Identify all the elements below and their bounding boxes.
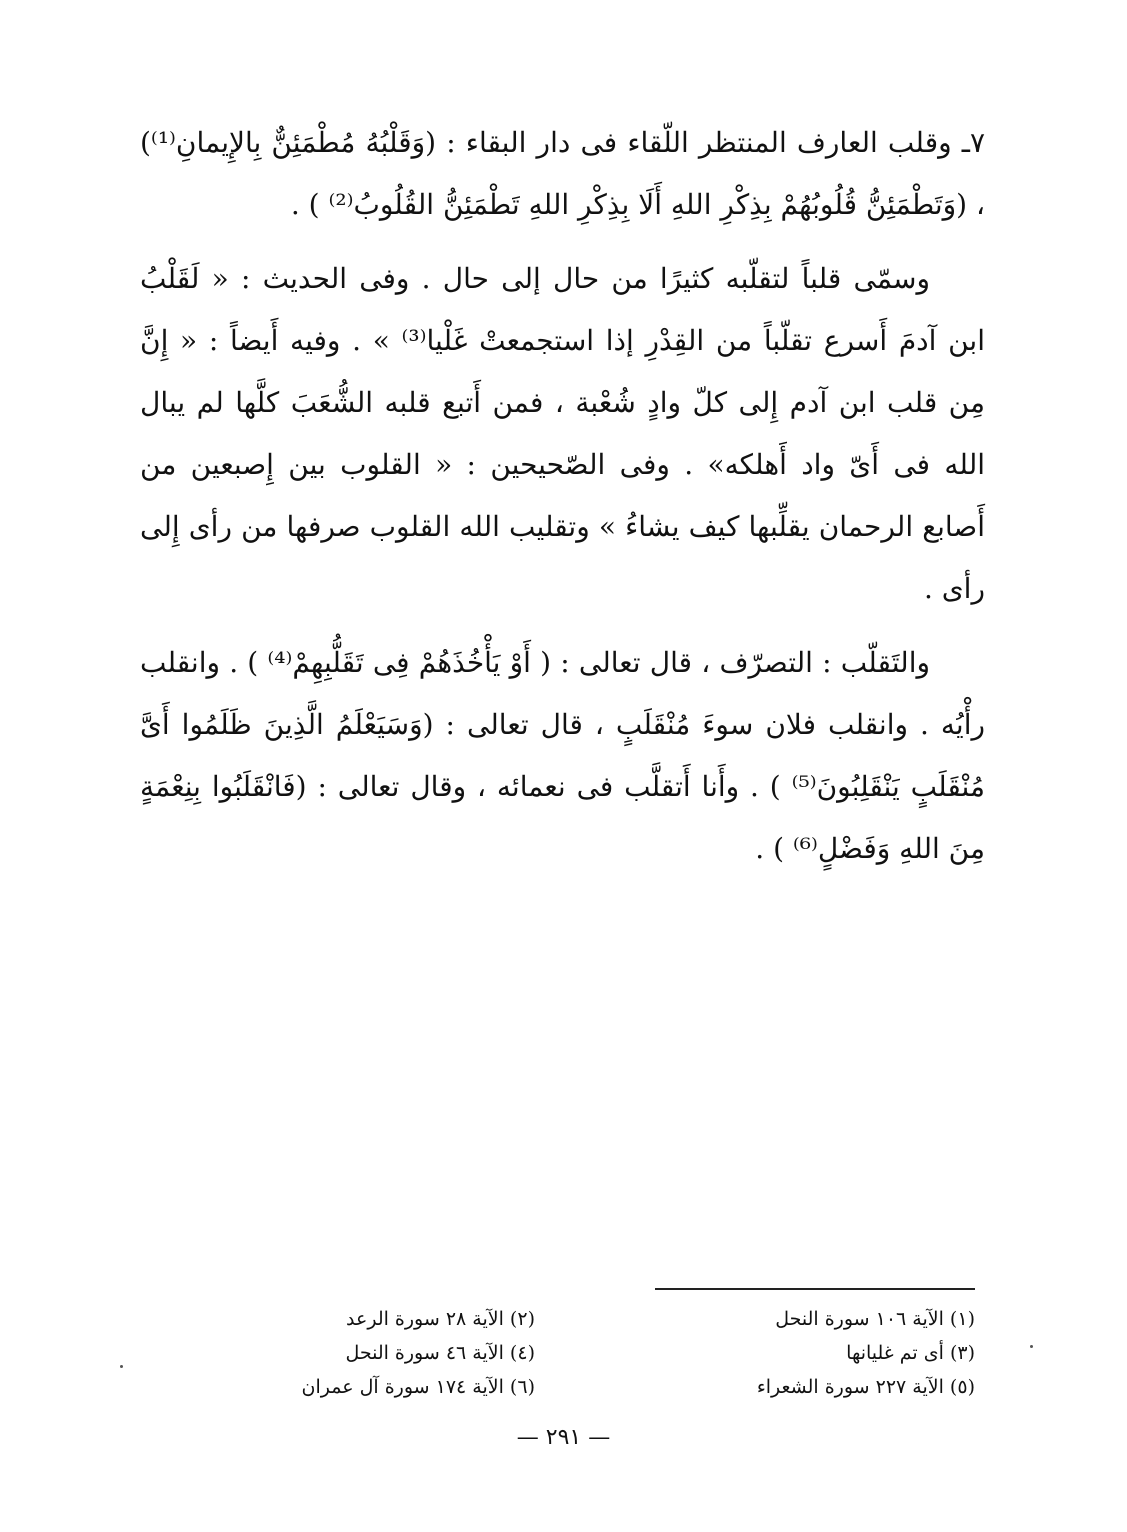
scan-speck bbox=[120, 1365, 123, 1368]
footnote-4: (٤) الآية ٤٦ سورة النحل bbox=[345, 1342, 535, 1364]
footnote-3: (٣) أى تم غليانها bbox=[846, 1342, 975, 1364]
footnotes-left-column bbox=[205, 1302, 535, 1404]
scan-speck bbox=[1030, 1345, 1033, 1348]
paragraph-1: ٧ـ وقلب العارف المنتظر اللّقاء فى دار البقاء : (وَقَلْبُهُ مُطْمَئِنٌّ بِالإِيمانِ⁽¹⁾) ، (وَتَطْمَئِنُّ قُلُوبُهُمْ بِذِكْرِ اللهِ أَلَا بِذِكْرِ اللهِ تَطْمَئِنُّ القُلُوبُ⁽²⁾ ) . bbox=[140, 126, 985, 221]
footnotes-right-column bbox=[645, 1302, 975, 1404]
footnote-6: (٦) الآية ١٧٤ سورة آل عمران bbox=[301, 1376, 535, 1398]
footnote-5: (٥) الآية ٢٢٧ سورة الشعراء bbox=[756, 1376, 975, 1398]
footnote-1: (١) الآية ١٠٦ سورة النحل bbox=[775, 1308, 975, 1330]
paragraph-2: وسمّى قلباً لتقلّبه كثيرًا من حال إلى حال . وفى الحديث : « لَقَلْبُ ابن آدمَ أَسرع تقلّباً من القِدْرِ إذا استجمعتْ غَلْيا⁽³⁾ » . وفيه أَيضاً : « إِنَّ مِن قلب ابن آدم إِلى كلّ وادٍ شُعْبة ، فمن أَتبع قلبه الشُّعَبَ كلَّها لم يبال الله فى أَىّ واد أَهلكه» . وفى الصّحيحين : « القلوب بين إِصبعين من أَصابع الرحمان يقلِّبها كيف يشاءُ » وتقليب الله القلوب صرفها من رأى إِلى رأى . bbox=[140, 262, 985, 605]
page-number: — ٢٩١ — bbox=[516, 1425, 611, 1450]
footnote-2: (٢) الآية ٢٨ سورة الرعد bbox=[346, 1308, 535, 1330]
main-text bbox=[140, 112, 985, 880]
footnote-divider bbox=[655, 1288, 975, 1290]
paragraph-3: والتَقلّب : التصرّف ، قال تعالى : ( أَوْ يَأْخُذَهُمْ فِى تَقَلُّبِهِمْ⁽⁴⁾ ) . وانقلب رأْيُه . وانقلب فلان سوءَ مُنْقَلَبٍ ، قال تعالى : (وَسَيَعْلَمُ الَّذِينَ ظَلَمُوا أَىَّ مُنْقَلَبٍ يَنْقَلِبُونَ⁽⁵⁾ ) . وأَنا أَتقلَّب فى نعمائه ، وقال تعالى : (فَانْقَلَبُوا بِنِعْمَةٍ مِنَ اللهِ وَفَضْلٍ⁽⁶⁾ ) . bbox=[140, 646, 985, 865]
